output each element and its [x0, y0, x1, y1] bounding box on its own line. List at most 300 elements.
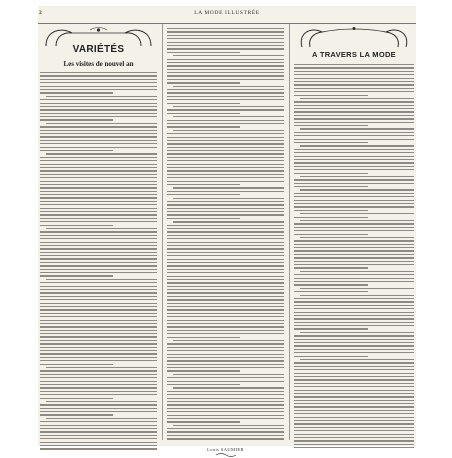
text-line: [294, 240, 414, 241]
text-line: [294, 342, 414, 343]
text-line: [294, 74, 414, 75]
text-line: [167, 384, 240, 385]
text-line: [40, 126, 157, 127]
text-line: [40, 303, 157, 304]
text-line: [300, 220, 414, 221]
magazine-page: [38, 6, 416, 452]
text-line: [167, 296, 284, 297]
text-line: [167, 367, 284, 368]
text-line: [167, 343, 284, 344]
text-line: [40, 106, 157, 107]
text-line: [167, 306, 284, 307]
text-line: [40, 306, 157, 307]
text-line: [167, 69, 284, 70]
text-line: [40, 309, 157, 310]
text-line: [294, 118, 414, 119]
text-line: [40, 316, 157, 317]
text-line: [40, 204, 157, 205]
text-line: [294, 312, 414, 313]
text-line: [294, 101, 414, 102]
text-line: [40, 187, 157, 188]
text-line: [167, 421, 240, 422]
text-line: [167, 398, 284, 399]
text-line: [167, 282, 284, 283]
text-line: [294, 206, 414, 207]
text-line: [40, 374, 157, 375]
text-line: [40, 330, 157, 331]
text-line: [40, 313, 157, 314]
text-line: [167, 316, 284, 317]
text-line: [294, 200, 414, 201]
text-line: [294, 339, 414, 340]
text-line: [40, 89, 157, 90]
text-line: [167, 357, 284, 358]
text-line: [46, 153, 157, 154]
text-line: [167, 65, 284, 66]
text-line: [294, 132, 414, 133]
text-line: [294, 149, 414, 150]
text-line: [294, 169, 414, 170]
text-line: [300, 213, 414, 214]
text-line: [40, 130, 157, 131]
text-line: [294, 403, 414, 404]
text-line: [167, 82, 240, 83]
text-line: [294, 345, 414, 346]
text-line: [294, 386, 414, 387]
text-line: [294, 223, 414, 224]
text-line: [294, 373, 414, 374]
text-line: [40, 336, 157, 337]
column-divider: [162, 24, 163, 440]
text-line: [167, 99, 284, 100]
text-line: [294, 108, 414, 109]
text-line: [167, 48, 284, 49]
text-line: [294, 234, 368, 235]
text-line: [46, 401, 157, 402]
text-line: [294, 135, 414, 136]
text-line: [167, 394, 284, 395]
text-line: [167, 272, 284, 273]
text-line: [294, 267, 368, 268]
text-line: [40, 194, 157, 195]
text-line: [167, 333, 284, 334]
text-line: [40, 75, 157, 76]
text-line: [294, 420, 414, 421]
text-line: [40, 109, 157, 110]
text-line: [167, 79, 284, 80]
text-line: [167, 259, 284, 260]
text-line: [40, 299, 157, 300]
text-line: [167, 391, 284, 392]
text-line: [40, 340, 157, 341]
text-line: [46, 418, 157, 419]
text-line: [40, 387, 157, 388]
text-line: [167, 299, 284, 300]
text-line: [46, 96, 157, 97]
text-line: [40, 99, 157, 100]
text-line: [294, 210, 368, 211]
text-line: [294, 281, 414, 282]
text-line: [294, 390, 414, 391]
text-line: [294, 328, 368, 329]
text-line: [167, 157, 284, 158]
text-line: [167, 415, 284, 416]
text-line: [40, 103, 157, 104]
text-line: [167, 150, 284, 151]
text-line: [167, 381, 284, 382]
text-line: [40, 133, 157, 134]
section-title: A TRAVERS LA MODE: [312, 50, 396, 59]
text-line: [167, 126, 240, 127]
text-line: [46, 279, 157, 280]
text-line: [294, 440, 414, 441]
text-line: [40, 136, 157, 137]
article-column-mode: [294, 24, 414, 446]
text-line: [167, 35, 284, 36]
text-line: [294, 166, 414, 167]
text-line: [167, 408, 284, 409]
text-line: [167, 255, 284, 256]
text-line: [167, 75, 284, 76]
text-line: [40, 408, 157, 409]
text-line: [294, 111, 414, 112]
text-line: [167, 72, 284, 73]
text-line: [167, 204, 284, 205]
text-line: [294, 95, 368, 96]
text-line: [167, 143, 284, 144]
text-line: [294, 362, 414, 363]
text-line: [294, 349, 414, 350]
column-divider: [289, 24, 290, 440]
text-line: [167, 370, 240, 371]
text-line: [294, 417, 414, 418]
text-line: [294, 291, 368, 292]
text-line: [294, 278, 414, 279]
text-line: [167, 438, 284, 439]
text-line: [40, 435, 157, 436]
text-line: [294, 261, 414, 262]
journal-title: LA MODE ILLUSTRÉE: [194, 10, 260, 16]
text-line: [40, 225, 113, 226]
text-line: [40, 201, 157, 202]
text-line: [167, 431, 284, 432]
text-line: [294, 376, 414, 377]
text-line: [40, 86, 157, 87]
text-line: [167, 133, 284, 134]
text-line: [294, 396, 414, 397]
text-line: [167, 191, 284, 192]
text-line: [40, 272, 157, 273]
text-line: [40, 119, 113, 120]
text-line: [294, 447, 414, 448]
text-line: [294, 105, 414, 106]
text-line: [294, 264, 414, 265]
text-line: [40, 350, 157, 351]
text-line: [40, 245, 157, 246]
text-line: [167, 292, 284, 293]
text-line: [167, 42, 284, 43]
text-line: [167, 350, 284, 351]
text-line: [40, 197, 157, 198]
text-line: [167, 228, 284, 229]
text-line: [167, 140, 284, 141]
text-line: [300, 176, 414, 177]
text-line: [167, 174, 284, 175]
text-line: [40, 289, 157, 290]
text-line: [167, 96, 284, 97]
text-line: [173, 221, 284, 222]
text-line: [40, 353, 157, 354]
text-line: [173, 340, 284, 341]
text-line: [300, 271, 414, 272]
text-line: [40, 364, 113, 365]
article-column-continuation: [167, 24, 284, 452]
text-line: [294, 356, 368, 357]
text-line: [167, 208, 284, 209]
text-line: [40, 404, 157, 405]
page-number: 2: [39, 10, 42, 16]
text-line: [294, 298, 414, 299]
text-line: [40, 269, 157, 270]
text-line: [294, 366, 414, 367]
text-line: [167, 89, 284, 90]
text-line: [167, 167, 284, 168]
text-line: [300, 295, 414, 296]
text-line: [294, 383, 414, 384]
text-line: [167, 418, 284, 419]
text-line: [167, 276, 284, 277]
section-title: VARIÉTÉS: [72, 44, 125, 55]
text-line: [294, 91, 414, 92]
text-line: [167, 225, 284, 226]
text-line: [294, 122, 414, 123]
text-line: [294, 159, 414, 160]
text-line: [40, 221, 157, 222]
text-line: [294, 444, 414, 445]
text-line: [294, 250, 414, 251]
text-line: [294, 217, 368, 218]
text-line: [167, 211, 284, 212]
text-line: [46, 367, 157, 368]
text-line: [294, 156, 414, 157]
text-line: [40, 323, 157, 324]
text-line: [294, 274, 414, 275]
text-line: [40, 82, 157, 83]
text-line: [40, 360, 157, 361]
text-line: [40, 431, 157, 432]
text-line: [167, 262, 284, 263]
text-line: [40, 252, 157, 253]
text-line: [294, 308, 414, 309]
text-line: [167, 59, 284, 60]
text-line: [40, 140, 157, 141]
text-line: [167, 289, 284, 290]
text-line: [40, 184, 157, 185]
text-line: [40, 208, 157, 209]
text-line: [300, 98, 414, 99]
text-line: [173, 198, 284, 199]
text-line: [40, 231, 157, 232]
text-line: [294, 244, 414, 245]
text-line: [173, 116, 284, 117]
text-line: [167, 214, 284, 215]
text-line: [40, 445, 157, 446]
text-line: [294, 379, 414, 380]
text-line: [294, 186, 368, 187]
text-line: [294, 318, 414, 319]
text-line: [300, 237, 414, 238]
text-line: [40, 116, 157, 117]
text-line: [40, 428, 157, 429]
text-line: [40, 414, 113, 415]
text-line: [294, 393, 414, 394]
text-line: [40, 421, 157, 422]
text-line: [167, 337, 240, 338]
text-line: [294, 322, 414, 323]
text-line: [294, 84, 414, 85]
text-line: [40, 398, 113, 399]
text-line: [40, 113, 157, 114]
text-line: [46, 228, 157, 229]
text-line: [294, 115, 414, 116]
text-line: [167, 62, 284, 63]
text-line: [167, 235, 284, 236]
text-line: [294, 430, 414, 431]
text-line: [40, 150, 113, 151]
running-head: [38, 10, 416, 20]
text-line: [294, 67, 414, 68]
text-line: [40, 235, 157, 236]
text-line: [167, 31, 284, 32]
text-line: [40, 448, 157, 449]
text-line: [167, 170, 284, 171]
text-line: [173, 130, 284, 131]
text-line: [294, 305, 414, 306]
text-line: [300, 359, 414, 360]
text-line: [40, 238, 157, 239]
text-line: [40, 160, 157, 161]
end-flourish-icon: [215, 452, 237, 458]
text-line: [40, 377, 157, 378]
text-line: [40, 394, 157, 395]
text-line: [294, 81, 414, 82]
text-line: [167, 401, 284, 402]
text-line: [294, 423, 414, 424]
text-line: [167, 303, 284, 304]
text-line: [46, 123, 157, 124]
text-line: [167, 252, 284, 253]
text-line: [294, 434, 414, 435]
text-line: [167, 435, 284, 436]
text-line: [40, 370, 157, 371]
text-line: [167, 320, 284, 321]
text-line: [40, 72, 157, 73]
text-line: [167, 201, 284, 202]
art-nouveau-header-ornament: [294, 24, 414, 50]
text-line: [294, 152, 414, 153]
text-line: [167, 92, 284, 93]
text-line: [40, 442, 157, 443]
text-line: [294, 203, 414, 204]
text-line: [40, 258, 157, 259]
text-line: [294, 193, 414, 194]
text-line: [167, 411, 284, 412]
text-line: [294, 247, 414, 248]
text-line: [40, 286, 157, 287]
text-line: [294, 162, 414, 163]
text-line: [294, 64, 414, 65]
article-text-block: [40, 72, 157, 452]
text-line: [294, 335, 414, 336]
text-line: [294, 257, 414, 258]
text-line: [167, 45, 284, 46]
text-line: [173, 374, 284, 375]
text-line: [40, 425, 157, 426]
text-line: [294, 173, 368, 174]
article-subtitle: Les visites de nouvel an: [63, 60, 134, 68]
text-line: [40, 214, 157, 215]
text-line: [294, 369, 414, 370]
text-line: [167, 153, 284, 154]
text-line: [294, 88, 414, 89]
text-line: [167, 313, 284, 314]
text-line: [167, 28, 284, 29]
text-line: [173, 387, 284, 388]
text-line: [167, 38, 284, 39]
text-line: [167, 123, 284, 124]
text-line: [40, 211, 157, 212]
text-line: [40, 292, 157, 293]
text-line: [40, 384, 157, 385]
text-line: [167, 404, 284, 405]
text-line: [294, 227, 414, 228]
text-line: [40, 167, 157, 168]
text-line: [40, 242, 157, 243]
text-line: [40, 296, 157, 297]
text-line: [167, 286, 284, 287]
text-line: [294, 78, 414, 79]
text-line: [40, 262, 157, 263]
text-line: [167, 360, 284, 361]
text-line: [300, 288, 414, 289]
text-line: [294, 413, 414, 414]
text-line: [40, 177, 157, 178]
text-line: [40, 438, 157, 439]
text-line: [167, 177, 284, 178]
text-line: [167, 184, 240, 185]
text-line: [40, 218, 157, 219]
text-line: [294, 315, 414, 316]
text-line: [167, 326, 284, 327]
text-line: [40, 92, 113, 93]
text-line: [294, 71, 414, 72]
text-line: [40, 282, 157, 283]
text-line: [167, 377, 284, 378]
text-line: [167, 279, 284, 280]
text-line: [40, 411, 157, 412]
text-line: [40, 174, 157, 175]
text-line: [294, 406, 414, 407]
text-line: [40, 164, 157, 165]
text-line: [167, 248, 284, 249]
text-line: [294, 301, 414, 302]
text-line: [294, 352, 414, 353]
text-line: [167, 103, 240, 104]
text-line: [300, 189, 414, 190]
text-line: [294, 183, 414, 184]
text-line: [167, 269, 284, 270]
text-line: [173, 106, 284, 107]
